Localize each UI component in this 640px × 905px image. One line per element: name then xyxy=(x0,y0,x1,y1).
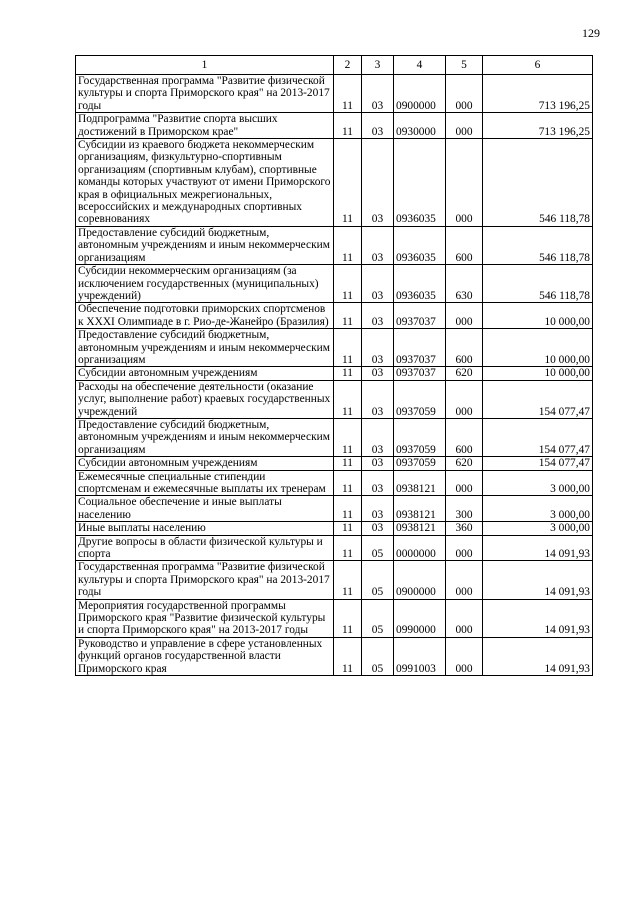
row-name: Субсидии автономным учреждениям xyxy=(76,457,334,470)
table-row xyxy=(76,418,593,456)
target-article-code: 0990000 xyxy=(394,599,446,637)
table-body xyxy=(76,75,593,676)
amount: 546 118,78 xyxy=(483,139,593,227)
amount: 10 000,00 xyxy=(483,367,593,380)
amount: 713 196,25 xyxy=(483,113,593,139)
target-article-code: 0937059 xyxy=(394,418,446,456)
row-name: Государственная программа "Развитие физической культуры и спорта Приморского края" на 2013-2017 годы xyxy=(76,75,334,113)
table-row xyxy=(76,522,593,535)
target-article-code: 0936035 xyxy=(394,265,446,303)
amount: 14 091,93 xyxy=(483,535,593,561)
section-code: 11 xyxy=(334,599,362,637)
target-article-code: 0938121 xyxy=(394,470,446,496)
column-header: 5 xyxy=(446,56,483,75)
target-article-code: 0930000 xyxy=(394,113,446,139)
column-header: 3 xyxy=(362,56,394,75)
subsection-code: 03 xyxy=(362,226,394,264)
expense-type-code: 360 xyxy=(446,522,483,535)
target-article-code: 0936035 xyxy=(394,139,446,227)
target-article-code: 0937059 xyxy=(394,380,446,418)
table-row xyxy=(76,139,593,227)
subsection-code: 05 xyxy=(362,599,394,637)
section-code: 11 xyxy=(334,561,362,599)
amount: 3 000,00 xyxy=(483,496,593,522)
expense-type-code: 000 xyxy=(446,139,483,227)
row-name: Мероприятия государственной программы Приморского края "Развитие физической культуры и спорта Приморского края" на 2013-2017 годы xyxy=(76,599,334,637)
row-name: Другие вопросы в области физической культуры и спорта xyxy=(76,535,334,561)
expense-type-code: 600 xyxy=(446,329,483,367)
section-code: 11 xyxy=(334,535,362,561)
subsection-code: 03 xyxy=(362,367,394,380)
column-header: 6 xyxy=(483,56,593,75)
subsection-code: 03 xyxy=(362,496,394,522)
row-name: Обеспечение подготовки приморских спортсменов к XXXI Олимпиаде в г. Рио-де-Жанейро (Бразилия) xyxy=(76,303,334,329)
column-header: 1 xyxy=(76,56,334,75)
expense-type-code: 000 xyxy=(446,75,483,113)
expense-type-code: 000 xyxy=(446,470,483,496)
amount: 154 077,47 xyxy=(483,418,593,456)
target-article-code: 0991003 xyxy=(394,637,446,675)
subsection-code: 05 xyxy=(362,637,394,675)
target-article-code: 0937059 xyxy=(394,457,446,470)
table-row xyxy=(76,561,593,599)
row-name: Государственная программа "Развитие физической культуры и спорта Приморского края" на 2013-2017 годы xyxy=(76,561,334,599)
section-code: 11 xyxy=(334,329,362,367)
table-row xyxy=(76,367,593,380)
subsection-code: 03 xyxy=(362,457,394,470)
row-name: Субсидии из краевого бюджета некоммерческим организациям, физкультурно-спортивным организациям (спортивным клубам), спортивные команды которых участвуют от имени Приморского края в официальных межрегиональных, всероссийских и международных спортивных соревнованиях xyxy=(76,139,334,227)
table-row xyxy=(76,535,593,561)
subsection-code: 05 xyxy=(362,535,394,561)
amount: 10 000,00 xyxy=(483,329,593,367)
row-name: Ежемесячные специальные стипендии спортсменам и ежемесячные выплаты их тренерам xyxy=(76,470,334,496)
amount: 3 000,00 xyxy=(483,470,593,496)
table-row xyxy=(76,599,593,637)
table-row xyxy=(76,75,593,113)
amount: 14 091,93 xyxy=(483,561,593,599)
expense-type-code: 000 xyxy=(446,561,483,599)
expense-type-code: 630 xyxy=(446,265,483,303)
subsection-code: 03 xyxy=(362,329,394,367)
subsection-code: 03 xyxy=(362,139,394,227)
row-name: Иные выплаты населению xyxy=(76,522,334,535)
target-article-code: 0937037 xyxy=(394,367,446,380)
section-code: 11 xyxy=(334,75,362,113)
expense-type-code: 300 xyxy=(446,496,483,522)
amount: 154 077,47 xyxy=(483,380,593,418)
expense-type-code: 000 xyxy=(446,303,483,329)
subsection-code: 03 xyxy=(362,522,394,535)
row-name: Предоставление субсидий бюджетным, автономным учреждениям и иным некоммерческим организациям xyxy=(76,418,334,456)
subsection-code: 05 xyxy=(362,561,394,599)
row-name: Предоставление субсидий бюджетным, автономным учреждениям и иным некоммерческим организациям xyxy=(76,329,334,367)
row-name: Предоставление субсидий бюджетным, автономным учреждениям и иным некоммерческим организациям xyxy=(76,226,334,264)
section-code: 11 xyxy=(334,496,362,522)
table-row xyxy=(76,303,593,329)
table-row xyxy=(76,496,593,522)
table-row xyxy=(76,637,593,675)
row-name: Руководство и управление в сфере установленных функций органов государственной власти Приморского края xyxy=(76,637,334,675)
row-name: Субсидии автономным учреждениям xyxy=(76,367,334,380)
expense-type-code: 000 xyxy=(446,380,483,418)
table-row xyxy=(76,380,593,418)
expense-type-code: 600 xyxy=(446,226,483,264)
subsection-code: 03 xyxy=(362,265,394,303)
section-code: 11 xyxy=(334,522,362,535)
table-header-row xyxy=(76,56,593,75)
amount: 546 118,78 xyxy=(483,226,593,264)
amount: 14 091,93 xyxy=(483,599,593,637)
subsection-code: 03 xyxy=(362,303,394,329)
row-name: Социальное обеспечение и иные выплаты населению xyxy=(76,496,334,522)
section-code: 11 xyxy=(334,113,362,139)
section-code: 11 xyxy=(334,470,362,496)
expense-type-code: 000 xyxy=(446,113,483,139)
subsection-code: 03 xyxy=(362,470,394,496)
section-code: 11 xyxy=(334,380,362,418)
subsection-code: 03 xyxy=(362,75,394,113)
subsection-code: 03 xyxy=(362,380,394,418)
expense-type-code: 600 xyxy=(446,418,483,456)
section-code: 11 xyxy=(334,637,362,675)
table-row xyxy=(76,457,593,470)
section-code: 11 xyxy=(334,265,362,303)
section-code: 11 xyxy=(334,457,362,470)
target-article-code: 0900000 xyxy=(394,561,446,599)
section-code: 11 xyxy=(334,226,362,264)
section-code: 11 xyxy=(334,367,362,380)
amount: 713 196,25 xyxy=(483,75,593,113)
table-row xyxy=(76,265,593,303)
table-row xyxy=(76,226,593,264)
column-header: 2 xyxy=(334,56,362,75)
expense-type-code: 000 xyxy=(446,535,483,561)
amount: 14 091,93 xyxy=(483,637,593,675)
subsection-code: 03 xyxy=(362,418,394,456)
section-code: 11 xyxy=(334,139,362,227)
expense-type-code: 620 xyxy=(446,457,483,470)
page-number: 129 xyxy=(582,26,600,40)
target-article-code: 0938121 xyxy=(394,496,446,522)
row-name: Субсидии некоммерческим организациям (за исключением государственных (муниципальных) учреждений) xyxy=(76,265,334,303)
row-name: Расходы на обеспечение деятельности (оказание услуг, выполнение работ) краевых государственных учреждений xyxy=(76,380,334,418)
subsection-code: 03 xyxy=(362,113,394,139)
budget-table xyxy=(75,55,593,676)
table-row xyxy=(76,329,593,367)
target-article-code: 0936035 xyxy=(394,226,446,264)
target-article-code: 0937037 xyxy=(394,303,446,329)
table-row xyxy=(76,470,593,496)
section-code: 11 xyxy=(334,418,362,456)
expense-type-code: 620 xyxy=(446,367,483,380)
target-article-code: 0938121 xyxy=(394,522,446,535)
column-header: 4 xyxy=(394,56,446,75)
expense-type-code: 000 xyxy=(446,599,483,637)
row-name: Подпрограмма "Развитие спорта высших достижений в Приморском крае" xyxy=(76,113,334,139)
expense-type-code: 000 xyxy=(446,637,483,675)
amount: 546 118,78 xyxy=(483,265,593,303)
amount: 10 000,00 xyxy=(483,303,593,329)
section-code: 11 xyxy=(334,303,362,329)
target-article-code: 0937037 xyxy=(394,329,446,367)
amount: 3 000,00 xyxy=(483,522,593,535)
amount: 154 077,47 xyxy=(483,457,593,470)
target-article-code: 0900000 xyxy=(394,75,446,113)
table-row xyxy=(76,113,593,139)
target-article-code: 0000000 xyxy=(394,535,446,561)
